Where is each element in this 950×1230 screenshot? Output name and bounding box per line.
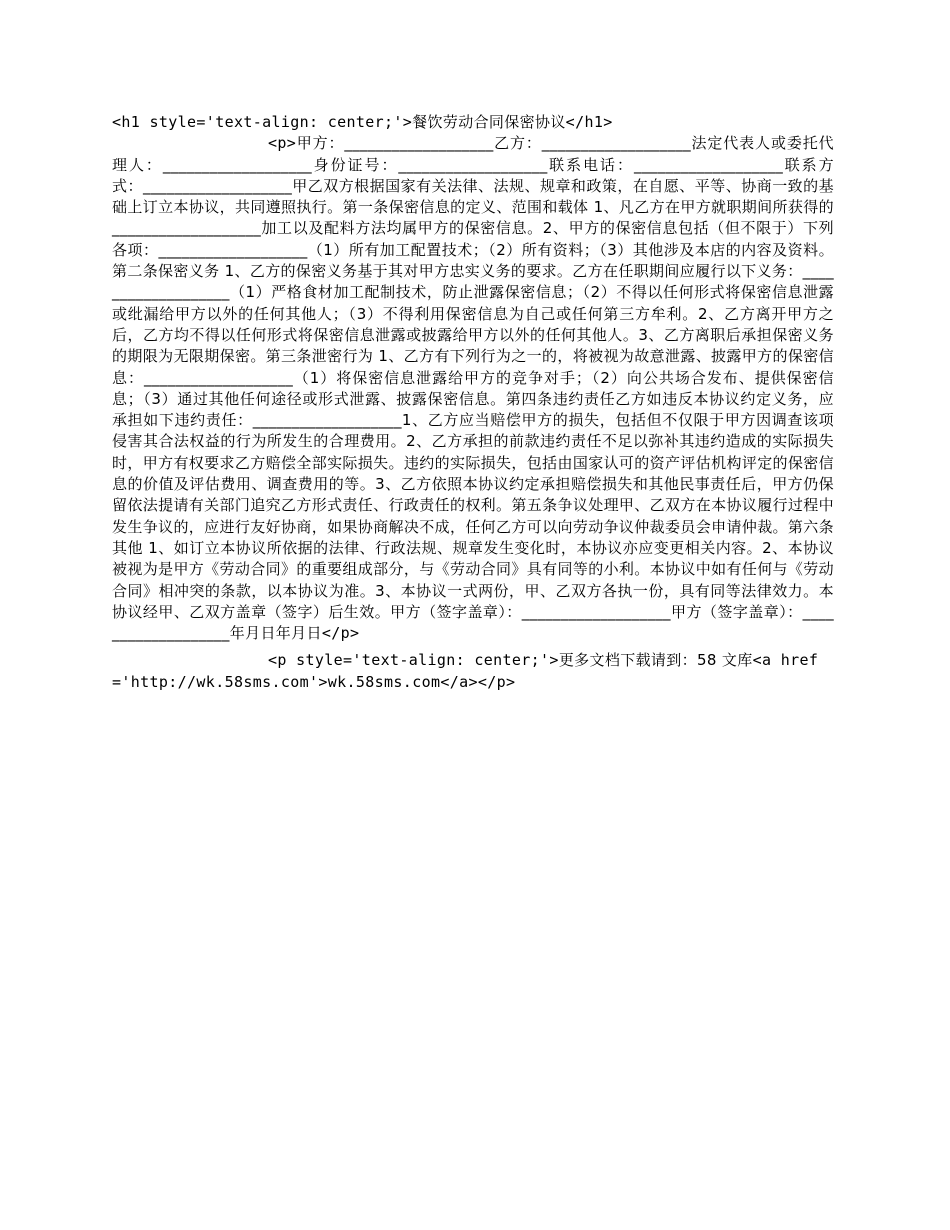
footer-open-tag: <p style='text-align: center;'> bbox=[268, 651, 559, 670]
footer-close-tags: </a></p> bbox=[440, 672, 516, 691]
body-paragraph bbox=[112, 133, 834, 644]
document-page bbox=[112, 112, 834, 693]
footer-paragraph bbox=[112, 650, 834, 693]
body-text: 甲方：___________________乙方：___________________法定代表人或委托代理人：___________________身份证号：___________________联系电话：___________________联系方式：___________________甲乙双方根据国家有关法律、法规、规章和政策，在自愿、平等、协商一致的基础上订立本协议，共同遵照执行。第一条保密信息的定义、范围和载体 1、凡乙方在甲方就职期间所获得的___________________加工以及配料方法均属甲方的保密信息。2、甲方的保密信息包括（但不限于）下列各项：___________________（1）所有加工配置技术；（2）所有资料；（3）其他涉及本店的内容及资料。第二条保密义务 1、乙方的保密义务基于其对甲方忠实义务的要求。乙方在任职期间应履行以下义务：___________________（1）严格食材加工配制技术，防止泄露保密信息；（2）不得以任何形式将保密信息泄露或纰漏给甲方以外的任何其他人；（3）不得利用保密信息为自己或任何第三方牟利。2、乙方离开甲方之后，乙方均不得以任何形式将保密信息泄露或披露给甲方以外的任何其他人。3、乙方离职后承担保密义务的期限为无限期保密。第三条泄密行为 1、乙方有下列行为之一的，将被视为故意泄露、披露甲方的保密信息：___________________（1）将保密信息泄露给甲方的竞争对手；（2）向公共场合发布、提供保密信息；（3）通过其他任何途径或形式泄露、披露保密信息。第四条违约责任乙方如违反本协议约定义务，应承担如下违约责任：___________________1、乙方应当赔偿甲方的损失，包括但不仅限于甲方因调查该项侵害其合法权益的行为所发生的合理费用。2、乙方承担的前款违约责任不足以弥补其违约造成的实际损失时，甲方有权要求乙方赔偿全部实际损失。违约的实际损失，包括由国家认可的资产评估机构评定的保密信息的价值及评估费用、调查费用的等。3、乙方依照本协议约定承担赔偿损失和其他民事责任后，甲方仍保留依法提请有关部门追究乙方形式责任、行政责任的权利。第五条争议处理甲、乙双方在本协议履行过程中发生争议的，应进行友好协商，如果协商解决不成，任何乙方可以向劳动争议仲裁委员会申请仲裁。第六条其他 1、如订立本协议所依据的法律、行政法规、规章发生变化时，本协议亦应变更相关内容。2、本协议被视为是甲方《劳动合同》的重要组成部分，与《劳动合同》具有同等的小利。本协议中如有任何与《劳动合同》相冲突的条款，以本协议为准。3、本协议一式两份，甲、乙双方各执一份，具有同等法律效力。本协议经甲、乙双方盖章（签字）后生效。甲方（签字盖章）：___________________甲方（签字盖章）：___________________年月日年月日 bbox=[112, 134, 834, 643]
footer-link-text[interactable]: wk.58sms.com bbox=[327, 672, 441, 691]
body-close-tag: </p> bbox=[321, 624, 360, 643]
body-open-tag: <p> bbox=[268, 134, 297, 153]
heading-markup: <h1 style='text-align: center;'>餐饮劳动合同保密协议</h1> bbox=[112, 113, 613, 131]
footer-text: 更多文档下载请到：58 文库 bbox=[558, 651, 753, 670]
heading-line bbox=[112, 112, 834, 133]
footer-link-open: <a href='http://wk.58sms.com'> bbox=[112, 651, 819, 691]
